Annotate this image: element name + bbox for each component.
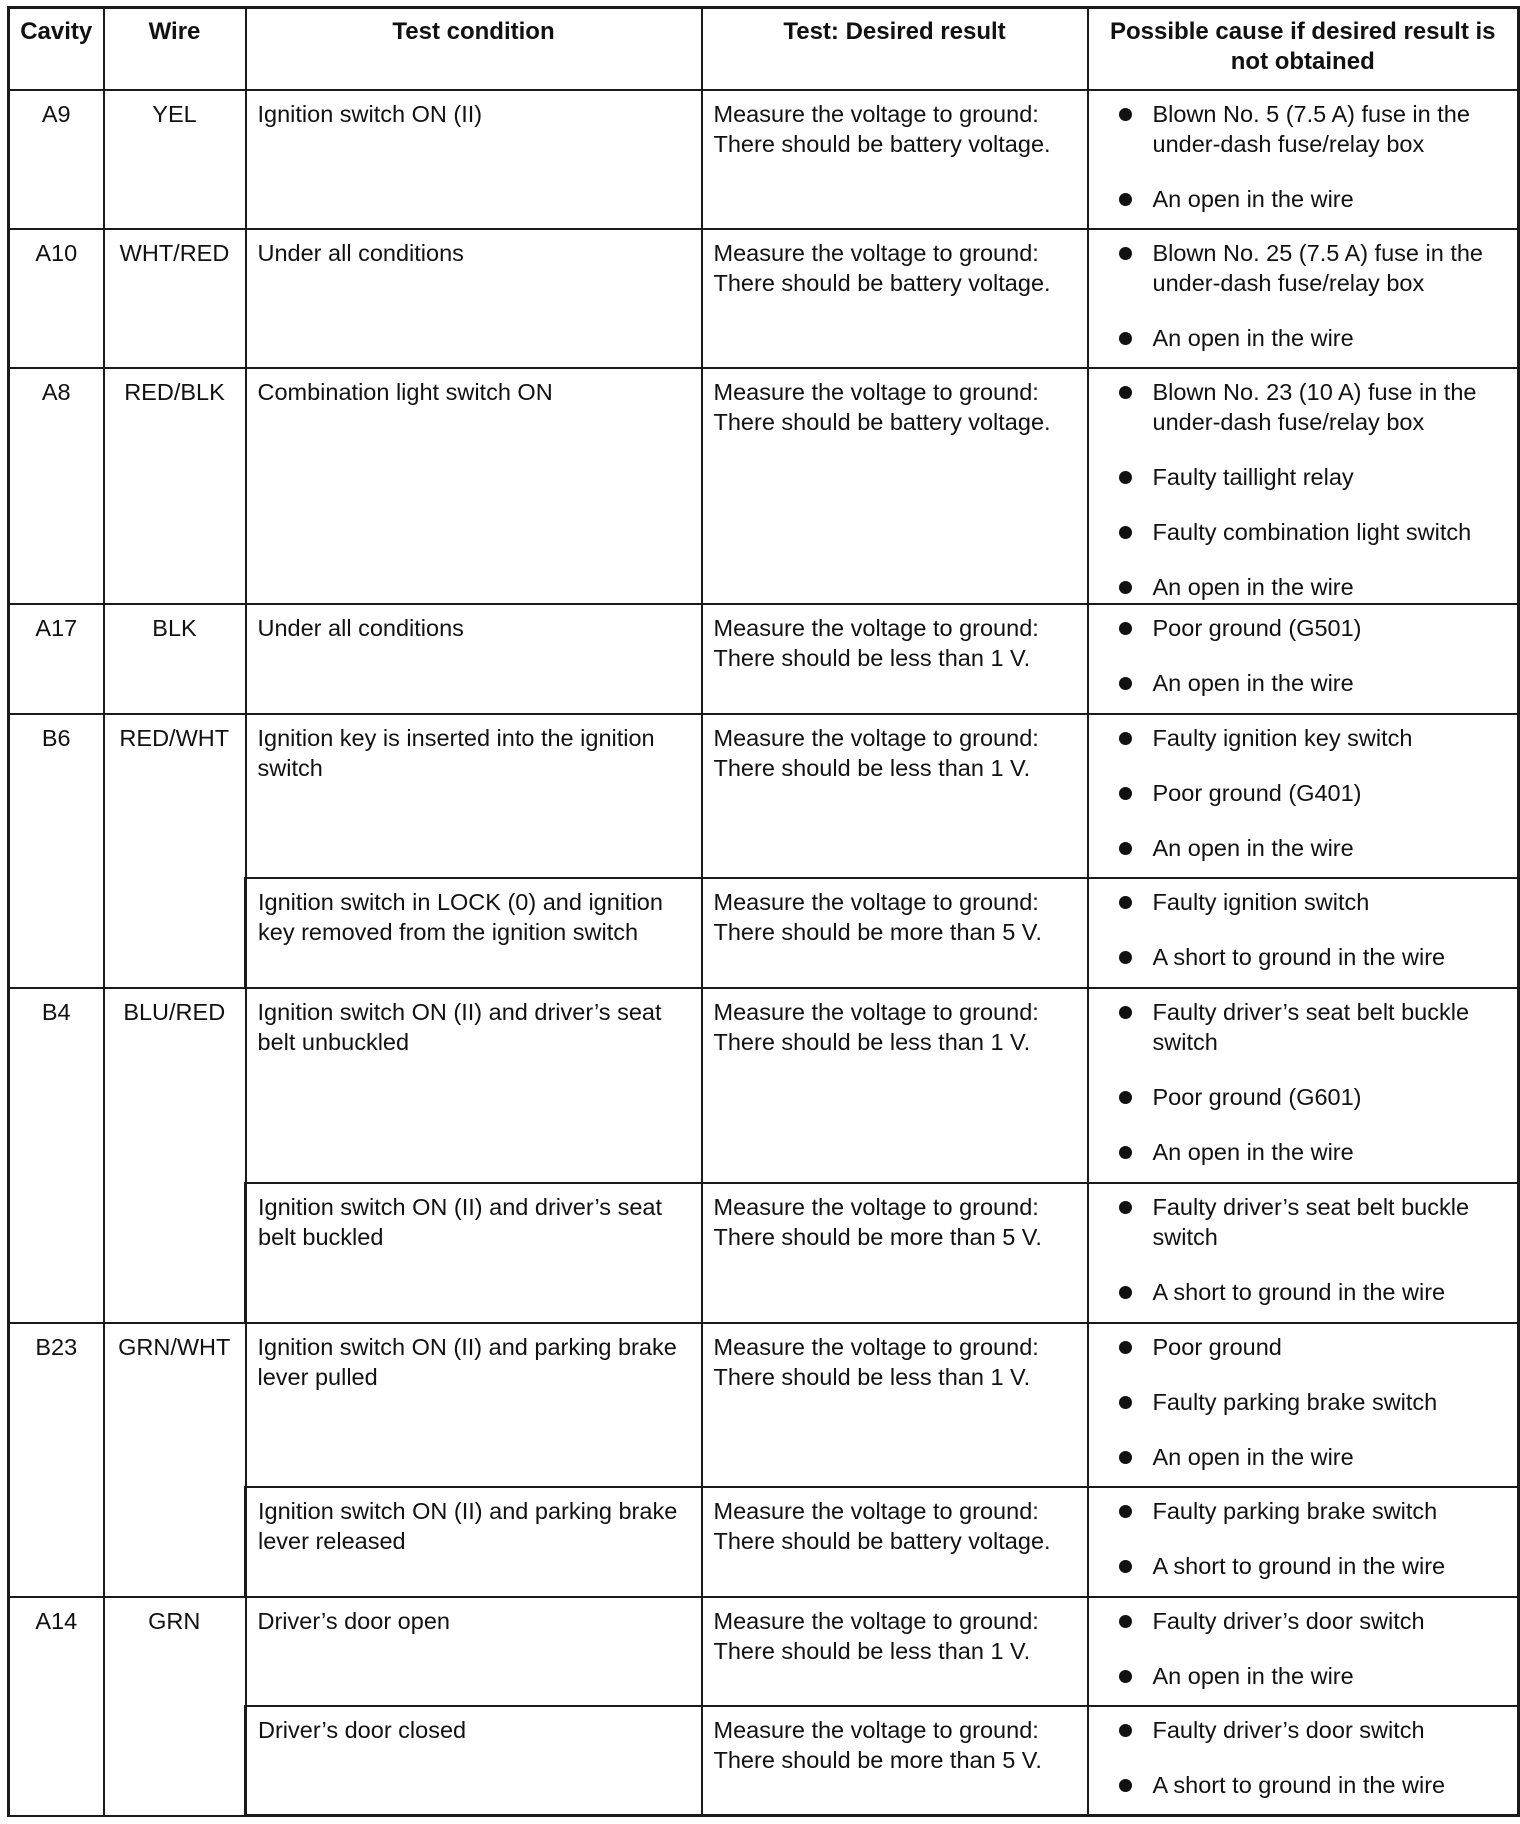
cause-list	[1119, 887, 1514, 972]
desired-result-cell: Measure the voltage to ground: There should be more than 5 V.	[702, 1183, 1088, 1322]
desired-result-cell: Measure the voltage to ground: There should be less than 1 V.	[702, 604, 1088, 713]
test-condition-cell: Ignition switch ON (II) and parking brake lever pulled	[246, 1323, 702, 1488]
cause-list-item: Blown No. 23 (10 A) fuse in the under-dash fuse/relay box	[1119, 377, 1514, 437]
possible-cause-cell	[1088, 229, 1519, 368]
desired-result-cell: Measure the voltage to ground: There should be less than 1 V.	[702, 1323, 1088, 1488]
desired-result-cell: Measure the voltage to ground: There should be less than 1 V.	[702, 1597, 1088, 1706]
cause-list-item: An open in the wire	[1119, 1137, 1514, 1167]
cause-list-item: An open in the wire	[1119, 323, 1514, 353]
cause-list-item: Faulty parking brake switch	[1119, 1496, 1514, 1526]
possible-cause-cell	[1088, 988, 1519, 1184]
cause-list-item: Faulty ignition switch	[1119, 887, 1514, 917]
cause-list-item: A short to ground in the wire	[1119, 1770, 1514, 1800]
cause-list	[1119, 238, 1514, 353]
wire-color-cell: RED/WHT	[104, 714, 246, 988]
cause-list	[1119, 377, 1514, 602]
cause-list-item: An open in the wire	[1119, 668, 1514, 698]
desired-result-cell: Measure the voltage to ground: There should be less than 1 V.	[702, 714, 1088, 879]
table-row	[9, 714, 1519, 879]
possible-cause-cell	[1088, 604, 1519, 713]
test-condition-cell: Ignition switch ON (II) and parking brake lever released	[246, 1487, 702, 1596]
cavity-cell: A10	[9, 229, 104, 368]
cause-list	[1119, 723, 1514, 863]
table-row	[9, 604, 1519, 713]
cause-list-item: Faulty parking brake switch	[1119, 1387, 1514, 1417]
table-row	[9, 229, 1519, 368]
cavity-cell: A8	[9, 368, 104, 604]
wire-color-cell: GRN	[104, 1597, 246, 1816]
test-condition-cell: Driver’s door closed	[246, 1706, 702, 1815]
desired-result-cell: Measure the voltage to ground: There should be more than 5 V.	[702, 878, 1088, 987]
test-condition-cell: Under all conditions	[246, 604, 702, 713]
table-row	[9, 90, 1519, 229]
cause-list-item: An open in the wire	[1119, 1442, 1514, 1472]
possible-cause-cell	[1088, 1323, 1519, 1488]
desired-result-cell: Measure the voltage to ground: There should be battery voltage.	[702, 229, 1088, 368]
desired-result-cell: Measure the voltage to ground: There should be less than 1 V.	[702, 988, 1088, 1184]
cause-list-item: An open in the wire	[1119, 572, 1514, 602]
table-row	[9, 988, 1519, 1184]
test-condition-cell: Under all conditions	[246, 229, 702, 368]
cause-list-item: Faulty ignition key switch	[1119, 723, 1514, 753]
cause-list-item: A short to ground in the wire	[1119, 1277, 1514, 1307]
cause-list	[1119, 1606, 1514, 1691]
cause-list-item: Faulty driver’s seat belt buckle switch	[1119, 997, 1514, 1057]
desired-result-cell: Measure the voltage to ground: There should be battery voltage.	[702, 1487, 1088, 1596]
possible-cause-cell	[1088, 90, 1519, 229]
wire-color-cell: BLK	[104, 604, 246, 713]
table-row	[9, 1323, 1519, 1488]
cause-list-item: An open in the wire	[1119, 184, 1514, 214]
cause-list-item: Faulty taillight relay	[1119, 462, 1514, 492]
cause-list-item: Poor ground (G501)	[1119, 613, 1514, 643]
cause-list	[1119, 1496, 1514, 1581]
cause-list-item: Blown No. 25 (7.5 A) fuse in the under-dash fuse/relay box	[1119, 238, 1514, 298]
wire-color-cell: GRN/WHT	[104, 1323, 246, 1597]
cause-list	[1119, 1715, 1514, 1800]
test-condition-cell: Ignition switch ON (II)	[246, 90, 702, 229]
desired-result-cell: Measure the voltage to ground: There should be battery voltage.	[702, 368, 1088, 604]
cavity-cell: A14	[9, 1597, 104, 1816]
possible-cause-cell	[1088, 878, 1519, 987]
possible-cause-cell	[1088, 1487, 1519, 1596]
header-possible-cause: Possible cause if desired result is not obtained	[1088, 8, 1519, 90]
cause-list-item: Faulty driver’s seat belt buckle switch	[1119, 1192, 1514, 1252]
test-condition-cell: Combination light switch ON	[246, 368, 702, 604]
test-condition-cell: Ignition switch ON (II) and driver’s seat belt unbuckled	[246, 988, 702, 1184]
possible-cause-cell	[1088, 714, 1519, 879]
cause-list-item: An open in the wire	[1119, 833, 1514, 863]
cavity-cell: B4	[9, 988, 104, 1323]
cause-list-item: Poor ground	[1119, 1332, 1514, 1362]
cause-list	[1119, 1332, 1514, 1472]
desired-result-cell: Measure the voltage to ground: There should be more than 5 V.	[702, 1706, 1088, 1815]
cause-list-item: Faulty driver’s door switch	[1119, 1715, 1514, 1745]
cause-list-item: A short to ground in the wire	[1119, 1551, 1514, 1581]
possible-cause-cell	[1088, 1706, 1519, 1815]
header-cavity: Cavity	[9, 8, 104, 90]
wire-color-cell: RED/BLK	[104, 368, 246, 604]
wire-color-cell: WHT/RED	[104, 229, 246, 368]
table-header-row	[9, 8, 1519, 90]
desired-result-cell: Measure the voltage to ground: There should be battery voltage.	[702, 90, 1088, 229]
wire-color-cell: BLU/RED	[104, 988, 246, 1323]
cause-list-item: Poor ground (G401)	[1119, 778, 1514, 808]
cavity-cell: B6	[9, 714, 104, 988]
cause-list-item: Poor ground (G601)	[1119, 1082, 1514, 1112]
header-wire: Wire	[104, 8, 246, 90]
cavity-cell: A9	[9, 90, 104, 229]
header-desired-result: Test: Desired result	[702, 8, 1088, 90]
cause-list	[1119, 997, 1514, 1167]
possible-cause-cell	[1088, 368, 1519, 604]
header-test-condition: Test condition	[246, 8, 702, 90]
cavity-cell: A17	[9, 604, 104, 713]
test-condition-cell: Ignition key is inserted into the ignition switch	[246, 714, 702, 879]
troubleshooting-table-sheet	[7, 6, 1517, 1817]
connector-test-table	[7, 6, 1520, 1817]
cause-list-item: A short to ground in the wire	[1119, 942, 1514, 972]
possible-cause-cell	[1088, 1183, 1519, 1322]
cause-list	[1119, 99, 1514, 214]
cause-list-item: Faulty combination light switch	[1119, 517, 1514, 547]
test-condition-cell: Driver’s door open	[246, 1597, 702, 1706]
cause-list-item: Faulty driver’s door switch	[1119, 1606, 1514, 1636]
cause-list	[1119, 1192, 1514, 1307]
test-condition-cell: Ignition switch ON (II) and driver’s seat belt buckled	[246, 1183, 702, 1322]
possible-cause-cell	[1088, 1597, 1519, 1706]
cavity-cell: B23	[9, 1323, 104, 1597]
table-row	[9, 1597, 1519, 1706]
cause-list	[1119, 613, 1514, 698]
cause-list-item: Blown No. 5 (7.5 A) fuse in the under-dash fuse/relay box	[1119, 99, 1514, 159]
table-row	[9, 368, 1519, 604]
cause-list-item: An open in the wire	[1119, 1661, 1514, 1691]
test-condition-cell: Ignition switch in LOCK (0) and ignition key removed from the ignition switch	[246, 878, 702, 987]
wire-color-cell: YEL	[104, 90, 246, 229]
